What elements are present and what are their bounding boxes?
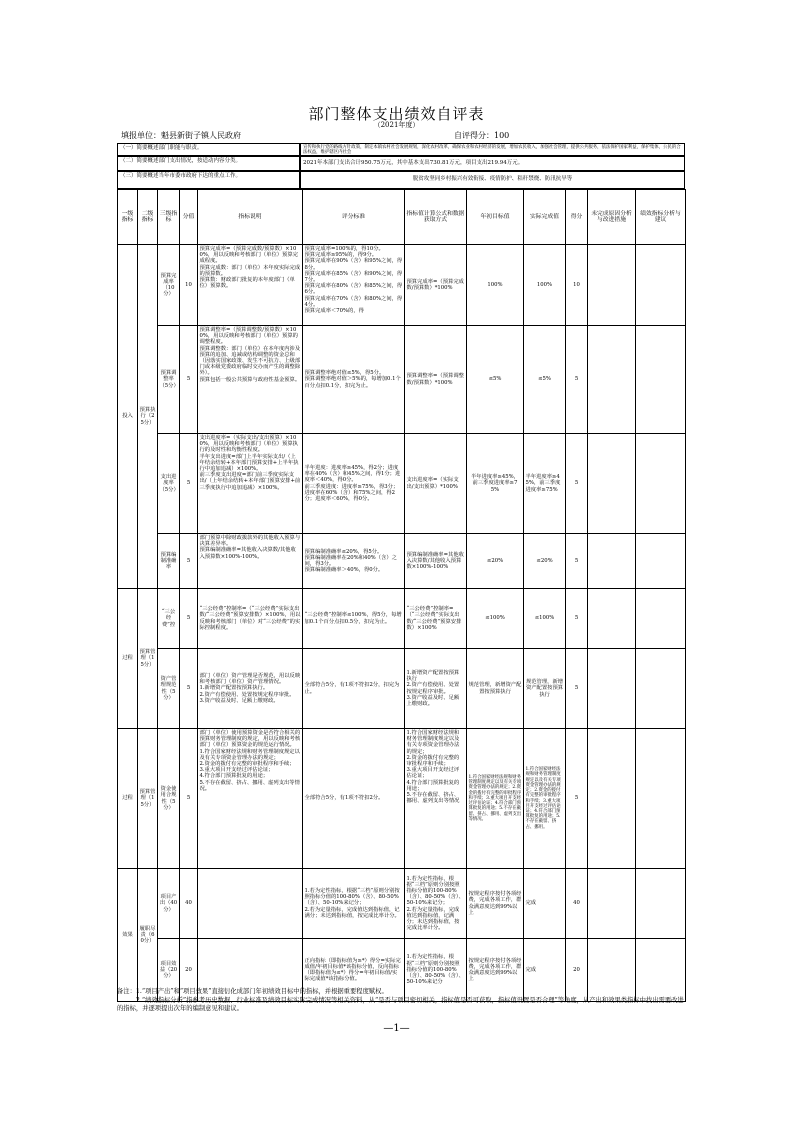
cell-got: 5 xyxy=(566,434,588,534)
cell-actual: ≤100% xyxy=(524,589,566,649)
table-header-row xyxy=(118,190,686,245)
cell-desc: “三公经费”控制率=（“三公经费”实际支出数/“三公经费”预算安排数）×100%，用以反映和考核部门（单位）对“三公经费”的实际控制程度。 xyxy=(198,589,303,649)
cell-desc: 部门预算中除财政拨款外的其他收入预算与决算差异率。 预算编制准确率=其他收入决算数/其他收入预算数×100%-100%。 xyxy=(198,534,303,589)
cell-formula: 1.若为定性指标，根据“三档”原则分别按照指标分值的100-80%（含）、80-50%（含）、50-10%来记分 xyxy=(405,939,467,1002)
cell-suggest xyxy=(636,534,686,589)
header-desc: 指标说明 xyxy=(198,190,303,245)
header-score: 分值 xyxy=(180,190,198,245)
cell-target: 规范管理，新增资产配置按预算执行 xyxy=(467,649,524,729)
cell-std: 正向指标（即指标值为≥*）得分=实际完成值/年初目标值*该指标分值，反向指标（即指标值为≤*）得分=年初目标值/实际完成值*该指标分值。 xyxy=(303,939,405,1002)
cell-score: 20 xyxy=(180,939,198,1002)
cell-formula: 支出进度率=（实际支出/支出预算）*100% xyxy=(405,434,467,534)
cell-reason xyxy=(588,245,636,326)
reporting-unit: 填报单位：魁县新街子镇人民政府 xyxy=(121,131,241,140)
cell-target: 半年进度率≥45%，前三季度进度率≥75% xyxy=(467,434,524,534)
cell-l1-process: 过程 xyxy=(118,729,138,869)
cell-target: ≤20% xyxy=(467,534,524,589)
cell-suggest xyxy=(636,245,686,326)
cell-desc: 部门（单位）资产管理是否规范，用以反映和考核部门（单位）资产管理情况。 1.新增资产配置按预算执行。 2.资产有偿使用、处置按规定程序审批。 3.资产收益及时、足额上缴财政。 xyxy=(198,649,303,729)
cell-suggest xyxy=(636,649,686,729)
cell-score: 5 xyxy=(180,434,198,534)
cell-desc: 支出进度率=（实际支出/支出预算）×100%，用以反映和考核部门（单位）预算执行的及时性和均衡性程度。 半年支出进度=部门上半年实际支出/（上年结余结转+本年部门预算安排+上半年执行中追加追减）×100%。 前三季度支出进度=部门前三季度实际支出/（上年结余结转+本年部门预算安排+前三季度执行中追加追减）×100%。 xyxy=(198,434,303,534)
table-row xyxy=(118,729,686,869)
cell-score: 5 xyxy=(180,729,198,869)
cell-got: 20 xyxy=(566,939,588,1002)
cell-score: 5 xyxy=(180,534,198,589)
cell-got: 5 xyxy=(566,729,588,869)
cell-l3: 预算完成率（10分） xyxy=(158,245,180,326)
cell-actual: ≤5% xyxy=(524,326,566,434)
cell-actual: 规范管理，新增资产配置按预算执行 xyxy=(524,649,566,729)
cell-std: 预算完成率=100%的，得10分。 预算完成率≥95%的，得9分。 预算完成率在90%（含）和95%之间，得8分。 预算完成率在85%（含）和90%之间，得7分。 预算完成率在80%（含）和85%之间，得6分。 预算完成率在70%（含）和80%之间，得4分。 预算完成率＜70%的，得 xyxy=(303,245,405,326)
cell-target: ≤5% xyxy=(467,326,524,434)
cell-target: 100% xyxy=(467,245,524,326)
cell-target: 按规定程序按付各项经费，完成各项工作，群众满意度达到99%以上 xyxy=(467,869,524,939)
cell-actual: 半年进度率≥45%，前三季度进度率≥75% xyxy=(524,434,566,534)
evaluation-table xyxy=(117,189,686,1002)
cell-reason xyxy=(588,869,636,939)
cell-std: 预算编制准确率≤20%，得5分。 预算编制准确率在20%和40%（含）之间，得3分。 预算编制准确率＞40%，得0分。 xyxy=(303,534,405,589)
table-row xyxy=(118,326,686,434)
cell-l3: “三公经费”控 xyxy=(158,589,180,649)
cell-formula: 1.新增资产配置按预算执行 2.资产有偿使用、处置按规定程序审批。 3.资产收益及时、足额上缴财政。 xyxy=(405,649,467,729)
header-target: 年初目标值 xyxy=(467,190,524,245)
cell-formula: 1.符合国家财经法规和财务管理制度规定以及有关专项资金管理办法的规定； 2.资金的拨付有完整的审批程序和手续； 3.重大项目开支经过评估论证； 4.符合部门预算批复的用途； 5.不存在截留、挤占、挪用、虚列支出等情况 xyxy=(405,729,467,869)
header-formula: 指标值计算公式和数据获取方式 xyxy=(405,190,467,245)
table-row xyxy=(118,245,686,326)
intro-task-row xyxy=(117,171,685,189)
cell-got: 5 xyxy=(566,589,588,649)
intro-duty-key: （一）简要概述部门职能与职责。 xyxy=(117,143,300,156)
cell-got: 10 xyxy=(566,245,588,326)
cell-l1-effect: 效果 xyxy=(118,869,138,1002)
intro-duty-row xyxy=(117,143,685,156)
cell-std: “三公经费”控制率≤100%，得5分，每增加0.1个百分点扣0.5分，扣完为止。 xyxy=(303,589,405,649)
cell-target: ≤100% xyxy=(467,589,524,649)
cell-suggest xyxy=(636,589,686,649)
intro-task-value: 脱贫攻坚同乡村振兴有效衔接、疫情防护、秸秆禁烧、防汛抗旱等 xyxy=(300,171,685,189)
cell-suggest xyxy=(636,729,686,869)
cell-desc xyxy=(198,869,303,939)
page-subtitle: （2021年度） xyxy=(373,121,420,129)
cell-l3: 支出进度率（5分） xyxy=(158,434,180,534)
table-row xyxy=(118,434,686,534)
cell-suggest xyxy=(636,869,686,939)
cell-target: 按规定程序按付各项经费，完成各项工作，群众满意度达到99%以上 xyxy=(467,939,524,1002)
table-row xyxy=(118,534,686,589)
cell-got: 40 xyxy=(566,869,588,939)
cell-l3: 预算编制准确率 xyxy=(158,534,180,589)
intro-spend-key: （二）简要概述部门支出情况，按适动内容分类。 xyxy=(117,156,300,171)
table-row xyxy=(118,869,686,939)
cell-l1-process: 过程 xyxy=(118,589,138,729)
cell-actual: 完成 xyxy=(524,869,566,939)
header-got: 得分 xyxy=(566,190,588,245)
cell-l3: 资产管理规范性（5分） xyxy=(158,649,180,729)
cell-std: 半年进度：进度率≥45%，得2分；进度率在40%（含）和45%之间，得1分；进度率＜40%，得0分。 前三季度进度：进度率≥75%，得3分；进度率在60%（含）和75%之间，得2分；进度率＜60%，得0分。 xyxy=(303,434,405,534)
cell-l3: 项目效益（20分） xyxy=(158,939,180,1002)
cell-l3: 项目产出（40分） xyxy=(158,869,180,939)
cell-got: 5 xyxy=(566,649,588,729)
cell-actual: ≤20% xyxy=(524,534,566,589)
cell-l2-exec: 预算执行（25分） xyxy=(138,245,158,589)
cell-desc: 预算调整率=（预算调整数/预算数）×100%，用以反映和考核部门（单位）预算的调整程度。 预算调整数：部门（单位）在本年度内涉及预算的追加、追减或结构调整的资金总和（因落实国家政策、发生不可抗力、上级部门或本级党委政府临时交办而产生的调整除外）。 预算包括一般公共预算与政府性基金预算。 xyxy=(198,326,303,434)
cell-l2-duty: 履职尽责（60分） xyxy=(138,869,158,1002)
cell-reason xyxy=(588,434,636,534)
cell-l2-mgmt: 预算管理（15分） xyxy=(138,589,158,729)
cell-l2-mgmt: 预算管理（15分） xyxy=(138,729,158,869)
cell-std: 预算调整率绝对值≤5%，得5分。 预算调整率绝对值＞5%的，每增加0.1个百分点扣0.1分，扣完为止。 xyxy=(303,326,405,434)
cell-formula: “三公经费”控制率=（“三公经费”实际支出数/“三公经费”预算安排数）×100% xyxy=(405,589,467,649)
page-title: 部门整体支出绩效自评表 xyxy=(308,105,485,123)
header-suggest: 绩效指标分析与建议 xyxy=(636,190,686,245)
cell-reason xyxy=(588,534,636,589)
cell-suggest xyxy=(636,326,686,434)
self-score: 自评得分：100 xyxy=(454,131,510,140)
cell-reason xyxy=(588,326,636,434)
cell-score: 5 xyxy=(180,326,198,434)
header-l3: 三级指标 xyxy=(158,190,180,245)
cell-formula: 预算调整率=（预算调整数/预算数）*100% xyxy=(405,326,467,434)
cell-std: 1.若为定性指标，根据“三档”原则分别按照指标分值的100-80%（含）、80-50%（含）、50-10%来记分； 2.若为定量指标，完成值达到指标值，记满分；未达到指标值，按完成比率计分。 xyxy=(303,869,405,939)
cell-score: 5 xyxy=(180,589,198,649)
intro-task-key: （三）简要概述当年市委市政府下达的重点工作。 xyxy=(117,171,300,189)
cell-formula: 1.若为定性指标，根据“三档”原则分别按照指标分值的100-80%（含）、80-50%（含）、50-10%来记分； 2.若为定量指标，完成值达到指标值，记满分；未达到指标值，按完成比率计分。 xyxy=(405,869,467,939)
cell-l3: 资金使用合规性（5分） xyxy=(158,729,180,869)
cell-formula: 预算编制准确率=其他收入决算数/其他收入预算数×100%-100% xyxy=(405,534,467,589)
cell-reason xyxy=(588,589,636,649)
cell-std: 全部符合5分，有1项不符扣2分。 xyxy=(303,729,405,869)
cell-actual: 100% xyxy=(524,245,566,326)
cell-l3: 预算调整率（5分） xyxy=(158,326,180,434)
header-std: 评分标准 xyxy=(303,190,405,245)
intro-spend-row xyxy=(117,156,685,171)
cell-l1-input: 投入 xyxy=(118,245,138,589)
cell-reason xyxy=(588,729,636,869)
cell-std: 全部符合5分，有1项不符扣2分，扣完为止。 xyxy=(303,649,405,729)
cell-got: 5 xyxy=(566,326,588,434)
page-number: —1— xyxy=(383,1023,410,1034)
cell-target: 1.符合国家财经法规和财务管理制度规定以及有关专项资金管理办法的规定；2.资金的拨付有完整的审批程序和手续；3.重大项目开支经过评估论证；4.符合部门预算批复的用途；5.不存在截留、挤占、挪用、虚列支出等情况。 xyxy=(467,729,524,869)
header-reason: 未完成原因分析与改进措施 xyxy=(588,190,636,245)
table-row xyxy=(118,589,686,649)
header-actual: 实际完成值 xyxy=(524,190,566,245)
cell-reason xyxy=(588,649,636,729)
cell-desc: 预算完成率=（预算完成数/预算数）×100%，用以反映和考核部门（单位）预算完成程度。 预算完成数：部门（单位）本年度实际完成的预算数。 预算数：财政部门批复的本年度部门（单位）预算数。 xyxy=(198,245,303,326)
cell-desc: 部门（单位）使用预算资金是否符合相关的预算财务管理制度的规定，用以反映和考核部门（单位）预算资金的规范运行情况。 1.符合国家财经法规和财务管理制度规定以及有关专项资金管理办法的规定； 2.资金的拨付有完整的审批程序和手续； 3.重大项目开支经过评估论证； 4.符合部门预算批复的用途； 5.不存在截留、挤占、挪用、虚列支出等情况。 xyxy=(198,729,303,869)
cell-got: 5 xyxy=(566,534,588,589)
cell-score: 5 xyxy=(180,649,198,729)
intro-duty-value: 宣传和执行党的路线方针政策，制定本镇农村社会发展规划，深化农村改革，确保农业和农村经济的发展，增加农民收入，加强社会管理，提供公共服务，依法保护国家利益，保护集体，公民的合法权益，维护辖区内社会 xyxy=(300,143,685,156)
header-l1: 一级指标 xyxy=(118,190,138,245)
cell-score: 10 xyxy=(180,245,198,326)
footnote: 备注：1.“项目产出”和“项目效果”直接衍化成部门年初绩效目标中的指标，并根据重要程度赋权。 2.“绩效指标分析”指参考历史数据、行业标准及绩效目标实际完成情况等相关资料，从“是否与项目密切相关，指标值是否可获取，指标值设置是否合理”等角度，从产出和效果类指标中找出需要改进的指标，并逐项提出次年的编制意见和建议。 xyxy=(117,988,684,1012)
cell-actual: 1.符合国家财经法规和财务管理制度规定以及有关专项资金管理办法的规定；2.资金的拨付有完整的审批程序和手续；3.重大项目开支经过评估论证；4.符合部门预算批复的用途；5.不存在截留、挤占、挪用。 xyxy=(524,729,566,869)
cell-suggest xyxy=(636,434,686,534)
cell-actual: 完成 xyxy=(524,939,566,1002)
table-row xyxy=(118,649,686,729)
cell-formula: 预算完成率=（预算完成数/预算数）*100% xyxy=(405,245,467,326)
cell-score: 40 xyxy=(180,869,198,939)
header-l2: 二级指标 xyxy=(138,190,158,245)
intro-spend-value: 2021年本部门支出合计950.75万元，其中基本支出730.81万元，项目支出219.94万元。 xyxy=(300,156,685,171)
